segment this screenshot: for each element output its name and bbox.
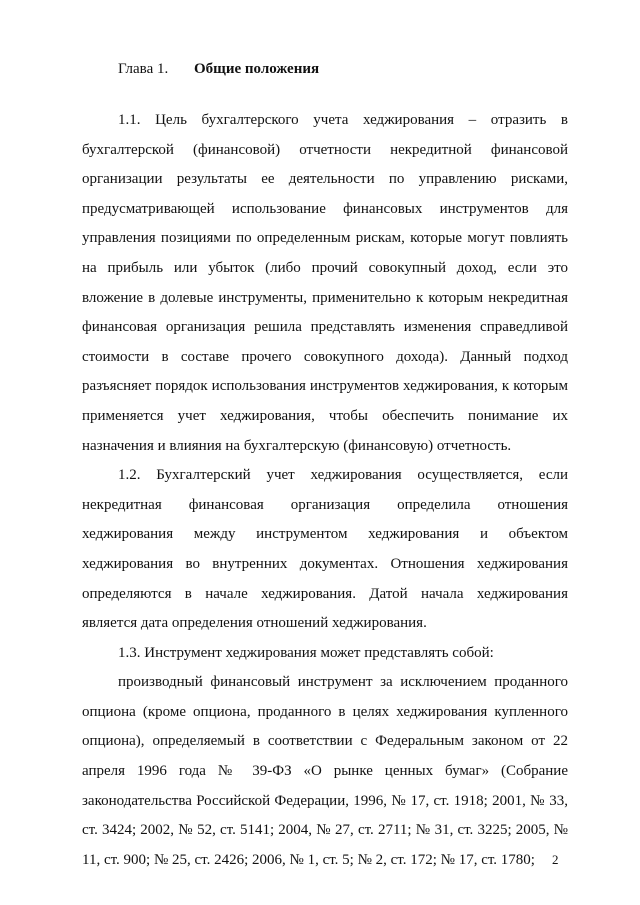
paragraph-derivative: производный финансовый инструмент за исключением проданного опциона (кроме опциона, проданного в целях хеджирования купленного опциона), определяемый в соответствии с Федеральным законом от 22 апреля 1996 года № 39-ФЗ «О рынке ценных бумаг» (Собрание законодательства Российской Федерации, 1996, № 17, ст. 1918; 2001, № 33, ст. 3424; 2002, № 52, ст. 5141; 2004, № 27, ст. 2711; № 31, ст. 3225; 2005, № 11, ст. 900; № 25, ст. 2426; 2006, № 1, ст. 5; № 2, ст. 172; № 17, ст. 1780; [82, 674, 568, 868]
chapter-title: Общие положения [194, 61, 320, 77]
document-body [82, 106, 568, 875]
chapter-number: Глава 1. [118, 61, 169, 77]
paragraph-1-3: 1.3. Инструмент хеджирования может представлять собой: [118, 644, 494, 661]
paragraph-1-2: 1.2. Бухгалтерский учет хеджирования осуществляется, если некредитная финансовая организация определила отношения хеджирования между инструментом хеджирования и объектом хеджирования во внутренних документах. Отношения хеджирования определяются в начале хеджирования. Датой начала хеджирования является дата определения отношений хеджирования. [82, 467, 568, 632]
page-number: 2 [552, 852, 559, 867]
chapter-heading [118, 58, 319, 80]
paragraph-1-1: 1.1. Цель бухгалтерского учета хеджирования – отразить в бухгалтерской (финансовой) отчетности некредитной финансовой организации результаты ее деятельности по управлению рисками, предусматривающей использование финансовых инструментов для управления позициями по определенным рискам, которые могут повлиять на прибыль или убыток (либо прочий совокупный доход, если это вложение в долевые инструменты, применительно к которым некредитная финансовая организация решила представлять изменения справедливой стоимости в составе прочего совокупного дохода). Данный подход разъясняет порядок использования инструментов хеджирования, к которым применяется учет хеджирования, чтобы обеспечить понимание их назначения и влияния на бухгалтерскую (финансовую) отчетность. [82, 112, 568, 454]
